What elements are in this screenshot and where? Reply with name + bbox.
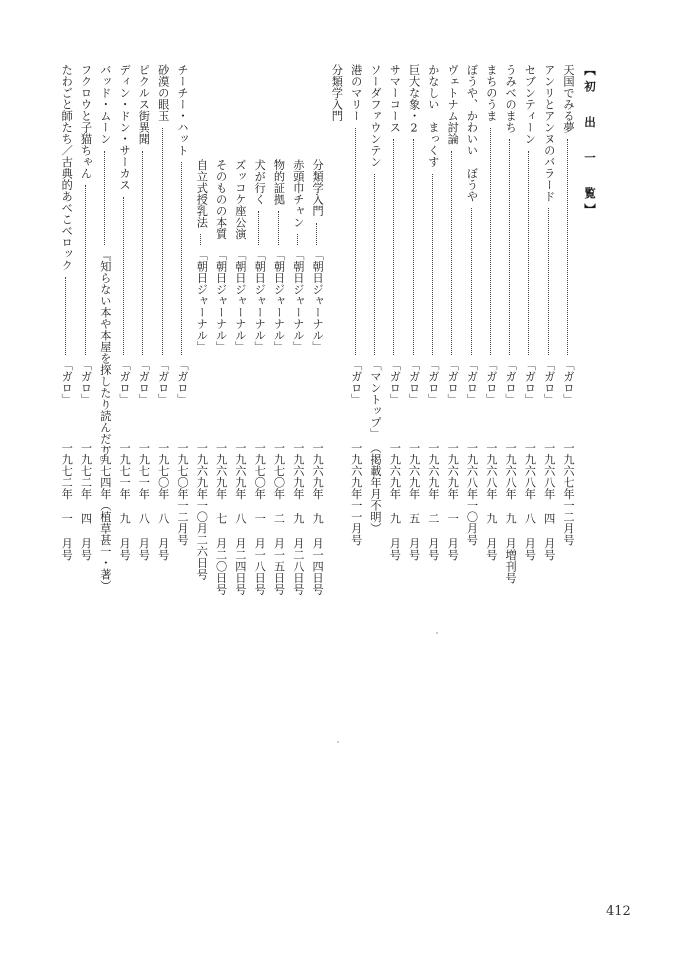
entry-column [287,64,309,624]
page-heading: 【初 出 一 覧】 [583,64,597,220]
entry-date: 一九六九年 九 月号 [388,442,402,561]
entry-column [422,64,444,624]
entry-publication: 「マントップ」 [369,359,382,440]
entry-date: （掲載年月不明） [369,442,382,534]
dot-leader [200,234,201,245]
entry-column [55,64,77,624]
entry-publication: 「ガロ」 [465,359,479,405]
dot-leader [123,197,124,356]
entry-column [94,64,116,624]
dot-leader [432,174,433,356]
entry-column [229,64,251,624]
entry-column [383,64,405,624]
entry-subtitle: 自立式授乳法 [195,159,209,228]
entry-subtitle: 赤頭巾チャン [291,159,305,228]
entry-title: 天国でみる夢 [562,64,575,133]
entry-publication: 「ガロ」 [446,359,460,405]
entry-column [132,64,154,624]
entry-publication: 『知らない本や本屋を探したり読んだり』 [98,249,112,468]
scan-speck [337,741,339,743]
entry-title: ぼうや、かわいい ぼうや [465,64,479,202]
entry-title: 分類学入門 [330,64,344,122]
dot-leader [528,151,529,356]
entry-subtitle: ズッコケ座公演 [233,159,247,240]
dot-leader [393,139,394,355]
entry-publication: 「朝日ジャーナル」 [272,249,286,353]
entry-title: 港のマリー [349,64,363,122]
dot-leader [85,185,86,355]
entry-date: 一九六九年一一月号 [349,442,363,546]
dot-leader [374,174,375,356]
dot-leader [297,234,298,245]
entry-title: ディン・ドン・サーカス [118,64,132,191]
dot-leader [142,151,143,356]
entry-publication: 「朝日ジャーナル」 [195,249,209,353]
entry-title: かなしい まっくす [426,64,440,168]
entry-title: ピクルス街異聞 [137,64,151,145]
entry-date: 一九六七年一二月号 [562,442,575,546]
entry-column [403,64,425,624]
entry-publication: 「ガロ」 [484,359,498,405]
dot-leader [258,211,259,245]
dot-leader [65,277,66,355]
dot-leader [490,128,491,356]
entry-date: 一九六八年 四 月号 [542,442,556,561]
entry-publication: 「ガロ」 [156,359,170,405]
entry-publication: 「朝日ジャーナル」 [253,249,267,353]
entry-date: 一九六九年 九 月一四日号 [311,442,325,596]
dot-leader [181,162,182,355]
entry-publication: 「ガロ」 [79,359,93,405]
entry-date: 一九六八年 九 月増刊号 [504,442,518,584]
dot-leader [548,208,549,355]
entry-publication: 「ガロ」 [407,359,421,405]
entry-publication: 「ガロ」 [426,359,440,405]
entry-date: 一九七〇年 八 月号 [156,442,170,561]
dot-leader [162,128,163,356]
entry-column [306,64,328,624]
entry-publication: 「ガロ」 [137,359,151,405]
entry-title: フクロウと子猫ちゃん [79,64,93,179]
entry-title: ヴェトナム討論 [446,64,460,145]
entry-title: まちのうま [484,64,498,122]
entry-date: 一九六九年 一 月号 [446,442,460,561]
scan-speck [436,632,438,634]
entry-publication: 「ガロ」 [562,359,575,405]
entry-column [480,64,502,624]
entry-publication: 「ガロ」 [504,359,518,405]
entry-column [325,64,347,624]
dot-leader [567,139,568,355]
entry-subtitle: 物的証拠 [272,159,286,205]
dot-leader [278,211,279,245]
entry-column [518,64,540,624]
entry-date: 一九六九年 五 月号 [407,442,421,561]
entry-publication: 「ガロ」 [176,359,189,405]
entry-column [210,64,232,624]
dot-leader [451,151,452,356]
entry-date: 一九七二年 四 月号 [79,442,93,561]
entry-date: 一九六九年 九 月二八日号 [291,442,305,596]
entry-title: うみべのまち [504,64,518,133]
entry-column [248,64,270,624]
entry-date: 一九七〇年 二 月一五日号 [272,442,286,596]
entry-column [461,64,483,624]
entry-column [113,64,135,624]
entry-title: 巨大な象・2 [407,64,421,135]
entry-title: 砂漠の眼玉 [156,64,170,122]
entry-publication: 「朝日ジャーナル」 [233,249,247,353]
entry-title: アンリとアンヌのバラード [542,64,556,202]
entry-date: 一九六九年 七 月二〇日号 [214,442,228,596]
entry-title: たわごと師たち／古典的あべこべロック [60,64,74,271]
entry-date: 一九七〇年 一 月一八日号 [253,442,267,596]
dot-leader [413,139,414,355]
entry-publication: 「ガロ」 [118,359,132,405]
dot-leader [104,151,105,246]
entry-column [345,64,367,624]
entry-title: セブンティーン [523,64,537,145]
entry-date: 一九七二年 一 月号 [60,442,74,561]
entry-publication: 「ガロ」 [542,359,556,405]
entry-date: 一九七〇年一二月号 [176,442,189,546]
entry-date: 一九六九年一〇月二六日号 [195,442,209,580]
entry-subtitle: 犬が行く [253,159,267,205]
entry-date: 一九七一年 九 月号 [118,442,132,561]
entry-date: 一九七一年 八 月号 [137,442,151,561]
entry-date: 一九六八年 九 月号 [484,442,498,561]
page-number: 412 [606,904,631,919]
entry-subtitle: 分類学入門 [311,159,325,217]
entry-publication: 「朝日ジャーナル」 [214,249,228,353]
entry-publication: 「ガロ」 [60,359,74,405]
entry-publication: 「ガロ」 [349,359,363,405]
entry-column [499,64,521,624]
entry-publication: 「ガロ」 [523,359,537,405]
entry-publication: 「ガロ」 [388,359,402,405]
entry-title: サマーコース [388,64,402,133]
entry-column [152,64,174,624]
entry-column [190,64,212,624]
entry-title: ソーダファウンテン [369,64,382,168]
entry-column [171,64,193,624]
entry-column [364,64,386,624]
dot-leader [509,139,510,355]
entry-title: チーチー・ハット [176,64,189,156]
entry-date: 一九六八年一〇月号 [465,442,479,546]
dot-leader [355,128,356,356]
entry-column [538,64,560,624]
entry-column [441,64,463,624]
entry-publication: 「朝日ジャーナル」 [291,249,305,353]
entry-title: バッド・ムーン [98,64,112,145]
entry-date: 一九六九年 二 月号 [426,442,440,561]
entry-column [268,64,290,624]
entry-date: 一九六九年 八 月二四日号 [233,442,247,596]
entry-date: 一九七四年（植草甚一・著） [98,442,112,592]
dot-leader [316,223,317,246]
entry-column [75,64,97,624]
entry-column [557,64,579,624]
dot-leader [471,208,472,355]
entry-date: 一九六八年 八 月号 [523,442,537,561]
entry-publication: 「朝日ジャーナル」 [311,249,325,353]
entry-subtitle: そのものの本質 [214,159,228,240]
